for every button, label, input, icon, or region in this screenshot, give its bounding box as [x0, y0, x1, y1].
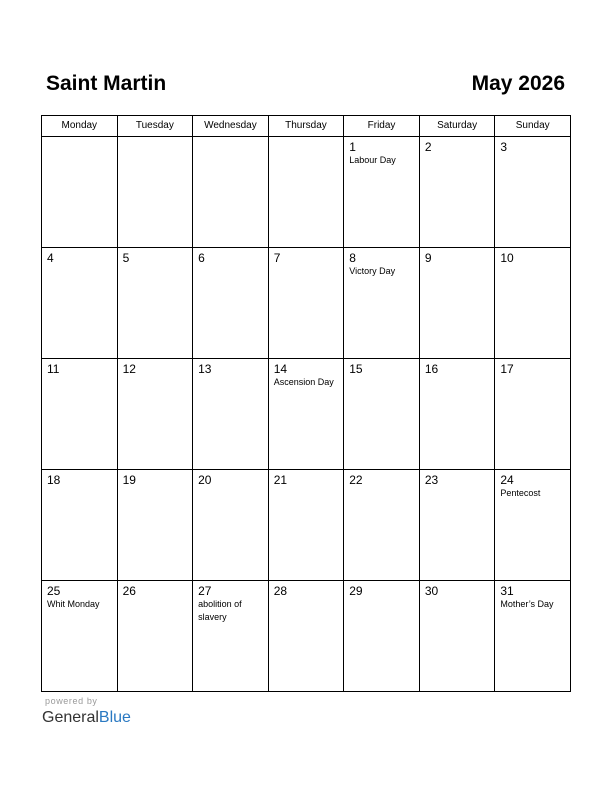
- day-number: 2: [424, 140, 432, 154]
- day-number: 22: [349, 473, 363, 487]
- day-cell-content: [118, 359, 193, 469]
- calendar-day-cell: [495, 581, 571, 692]
- powered-by-text: powered by: [45, 696, 98, 706]
- weekday-header-sunday: Sunday: [495, 116, 571, 137]
- holiday-label: Ascension Day: [273, 377, 334, 387]
- day-number: 25: [47, 584, 61, 598]
- holiday-label: Victory Day: [349, 266, 396, 276]
- calendar-day-cell: [117, 581, 193, 692]
- weekday-header-wednesday: Wednesday: [193, 116, 269, 137]
- day-cell-content: [495, 470, 570, 580]
- day-number: 5: [122, 251, 130, 265]
- calendar-country-title: Saint Martin: [46, 72, 167, 95]
- day-number: 29: [349, 584, 363, 598]
- day-cell-content: [344, 581, 419, 691]
- calendar-day-cell: [268, 248, 344, 359]
- generalblue-logo: [42, 708, 131, 728]
- day-number: 13: [198, 362, 212, 376]
- calendar-grid: [41, 115, 571, 692]
- weekday-header-saturday: Saturday: [419, 116, 495, 137]
- day-cell-content: [344, 470, 419, 580]
- day-number: 21: [273, 473, 288, 487]
- weekday-header-friday: Friday: [344, 116, 420, 137]
- calendar-day-cell: [344, 248, 420, 359]
- day-cell-content: [420, 359, 495, 469]
- day-cell-content: [42, 470, 117, 580]
- calendar-day-cell: [193, 137, 269, 248]
- day-number: 23: [424, 473, 439, 487]
- weekday-header-thursday: Thursday: [268, 116, 344, 137]
- calendar-day-cell: [419, 581, 495, 692]
- day-cell-content: [193, 470, 268, 580]
- day-number: 10: [500, 251, 514, 265]
- day-number: 16: [424, 362, 439, 376]
- calendar-day-cell: [42, 470, 118, 581]
- calendar-month-title: May 2026: [471, 72, 565, 95]
- calendar-day-cell: [42, 248, 118, 359]
- day-number: 24: [500, 473, 514, 487]
- calendar-day-cell: [344, 137, 420, 248]
- day-cell-content: [420, 248, 495, 358]
- day-cell-content: [269, 581, 344, 691]
- calendar-day-cell: [117, 470, 193, 581]
- day-cell-content: [420, 137, 495, 247]
- day-number: 3: [500, 140, 508, 154]
- holiday-label: abolition of slavery: [198, 599, 242, 622]
- calendar-day-cell: [268, 581, 344, 692]
- brand-name-blue: Blue: [98, 709, 131, 726]
- day-cell-content: [42, 248, 117, 358]
- weekday-header-monday: Monday: [42, 116, 118, 137]
- calendar-day-cell: [268, 359, 344, 470]
- day-number: 26: [122, 584, 136, 598]
- day-cell-content: [118, 470, 193, 580]
- day-cell-content: [42, 137, 117, 247]
- calendar-day-cell: [268, 470, 344, 581]
- day-number: 17: [500, 362, 514, 376]
- day-number: 20: [198, 473, 212, 487]
- day-number: 12: [122, 362, 136, 376]
- calendar-week-row: [42, 248, 571, 359]
- calendar-day-cell: [193, 470, 269, 581]
- day-cell-content: [118, 137, 193, 247]
- day-cell-content: [118, 248, 193, 358]
- day-cell-content: [344, 359, 419, 469]
- day-cell-content: [269, 359, 344, 469]
- day-number: 11: [47, 362, 60, 376]
- day-number: 28: [273, 584, 288, 598]
- day-number: 9: [424, 251, 432, 265]
- calendar-day-cell: [495, 359, 571, 470]
- calendar-day-cell: [344, 470, 420, 581]
- calendar-week-row: [42, 137, 571, 248]
- day-number: 30: [424, 584, 439, 598]
- day-number: 18: [47, 473, 61, 487]
- day-number: 6: [198, 251, 205, 265]
- weekday-header-tuesday: Tuesday: [117, 116, 193, 137]
- calendar-day-cell: [495, 248, 571, 359]
- calendar-day-cell: [42, 581, 118, 692]
- day-number: 15: [349, 362, 363, 376]
- calendar-day-cell: [117, 137, 193, 248]
- day-number: 19: [122, 473, 136, 487]
- calendar-day-cell: [419, 470, 495, 581]
- calendar-day-cell: [495, 470, 571, 581]
- day-cell-content: [118, 581, 193, 691]
- day-cell-content: [193, 248, 268, 358]
- calendar-body: [42, 137, 571, 692]
- calendar-week-row: [42, 581, 571, 692]
- holiday-label: Mother’s Day: [500, 599, 554, 609]
- calendar-day-cell: [268, 137, 344, 248]
- day-cell-content: [193, 137, 268, 247]
- calendar-day-cell: [419, 248, 495, 359]
- day-cell-content: [420, 470, 495, 580]
- calendar-day-cell: [193, 359, 269, 470]
- calendar-day-cell: [42, 359, 118, 470]
- day-number: 7: [273, 251, 281, 265]
- calendar-day-cell: [495, 137, 571, 248]
- day-cell-content: [269, 470, 344, 580]
- weekday-header-row: [42, 116, 571, 137]
- day-cell-content: [42, 359, 117, 469]
- day-cell-content: [420, 581, 495, 691]
- day-cell-content: [344, 137, 419, 247]
- day-cell-content: [42, 581, 117, 691]
- day-cell-content: [269, 137, 344, 247]
- calendar-day-cell: [344, 581, 420, 692]
- calendar-week-row: [42, 470, 571, 581]
- day-number: 8: [349, 251, 356, 265]
- day-cell-content: [495, 581, 570, 691]
- day-number: 27: [198, 584, 212, 598]
- day-number: 1: [349, 140, 356, 154]
- brand-name-general: General: [42, 709, 99, 726]
- calendar-day-cell: [344, 359, 420, 470]
- day-cell-content: [495, 359, 570, 469]
- day-number: 14: [273, 362, 288, 376]
- day-cell-content: [495, 137, 570, 247]
- calendar-day-cell: [117, 359, 193, 470]
- day-cell-content: [193, 581, 268, 691]
- holiday-label: Pentecost: [500, 488, 541, 498]
- day-cell-content: [495, 248, 570, 358]
- calendar-day-cell: [42, 137, 118, 248]
- brand-footer: [42, 696, 131, 728]
- calendar-day-cell: [419, 137, 495, 248]
- calendar-day-cell: [117, 248, 193, 359]
- holiday-label: Labour Day: [349, 155, 396, 165]
- day-number: 31: [500, 584, 514, 598]
- day-number: 4: [47, 251, 54, 265]
- day-cell-content: [269, 248, 344, 358]
- day-cell-content: [193, 359, 268, 469]
- holiday-label: Whit Monday: [47, 599, 100, 609]
- calendar-day-cell: [193, 581, 269, 692]
- calendar-day-cell: [419, 359, 495, 470]
- day-cell-content: [344, 248, 419, 358]
- calendar-day-cell: [193, 248, 269, 359]
- calendar-week-row: [42, 359, 571, 470]
